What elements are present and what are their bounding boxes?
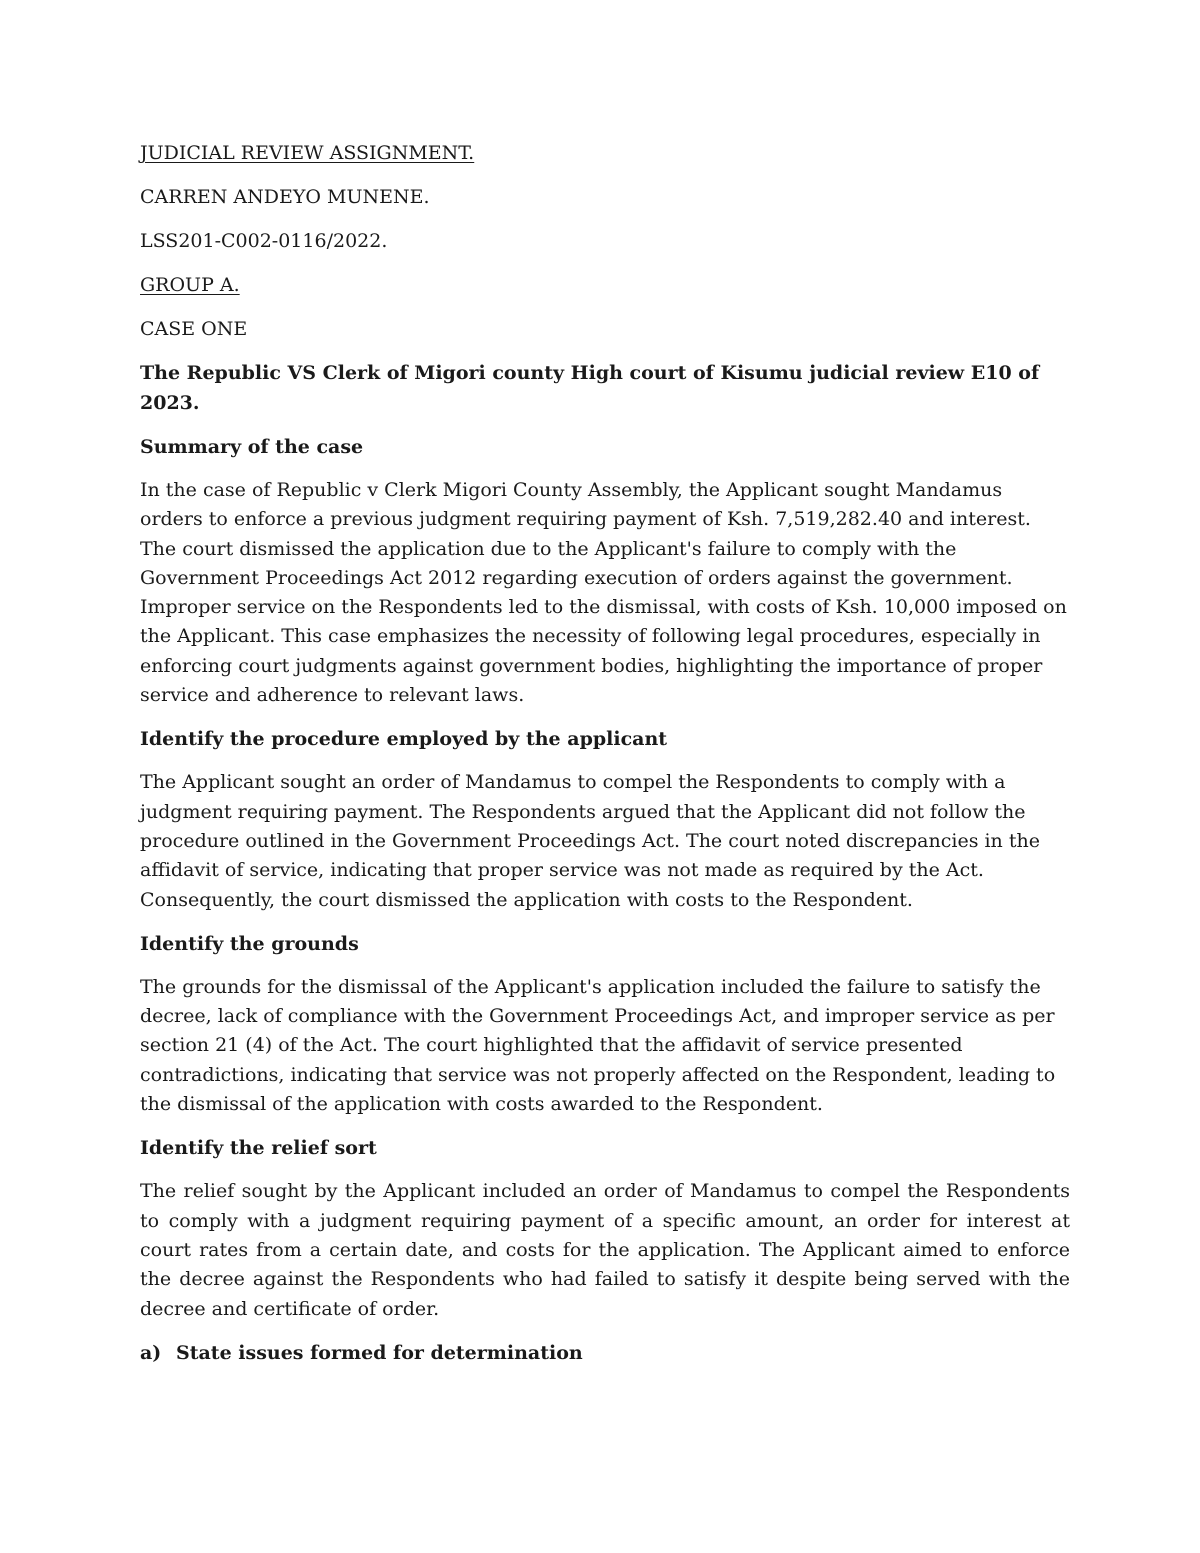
student-name: CARREN ANDEYO MUNENE. (140, 186, 430, 208)
section-heading-summary: Summary of the case (140, 436, 364, 458)
section-body-procedure: The Applicant sought an order of Mandamus to compel the Respondents to comply with a judgment requiring payment. The Respondents argued that the Applicant did not follow the procedure outlined in the Government Proceedings Act. The court noted discrepancies in the affidavit of service, indicating that proper service was not made as required by the Act. Consequently, the court dismissed the application with costs to the Respondent. (140, 771, 1040, 911)
section-body-grounds: The grounds for the dismissal of the Applicant's application included the failure to satisfy the decree, lack of compliance with the Government Proceedings Act, and improper service as per section 21 (4) of the Act. The court highlighted that the affidavit of service presented contradictions, indicating that service was not properly affected on the Respondent, leading to the dismissal of the application with costs awarded to the Respondent. (140, 975, 1056, 1116)
assignment-title: JUDICIAL REVIEW ASSIGNMENT. (140, 142, 475, 164)
case-title: The Republic VS Clerk of Migori county High court of Kisumu judicial review E10 of 2023. (140, 362, 1040, 414)
section-body-summary: In the case of Republic v Clerk Migori County Assembly, the Applicant sought Mandamus orders to enforce a previous judgment requiring payment of Ksh. 7,519,282.40 and interest. The court dismissed the application due to the Applicant's failure to comply with the Government Proceedings Act 2012 regarding execution of orders against the government. Improper service on the Respondents led to the dismissal, with costs of Ksh. 10,000 imposed on the Applicant. This case emphasizes the necessity of following legal procedures, especially in enforcing court judgments against government bodies, highlighting the importance of proper service and adherence to relevant laws. (140, 479, 1067, 707)
section-body-relief: The relief sought by the Applicant included an order of Mandamus to compel the Respondents to comply with a judgment requiring payment of a specific amount, an order for interest at court rates from a certain date, and costs for the application. The Applicant aimed to enforce the decree against the Respondents who had failed to satisfy it despite being served with the decree and certificate of order. (140, 1180, 1070, 1320)
list-item-issues (140, 1338, 1070, 1368)
section-heading-relief: Identify the relief sort (140, 1137, 377, 1160)
case-label: CASE ONE (140, 318, 248, 340)
group-label: GROUP A. (140, 274, 240, 296)
registration-number: LSS201-C002-0116/2022. (140, 230, 388, 252)
section-heading-procedure: Identify the procedure employed by the applicant (140, 728, 668, 751)
section-heading-grounds: Identify the grounds (140, 932, 359, 955)
list-item-text: State issues formed for determination (176, 1341, 583, 1364)
list-marker: a) (140, 1341, 162, 1364)
document-page (140, 138, 1070, 1368)
